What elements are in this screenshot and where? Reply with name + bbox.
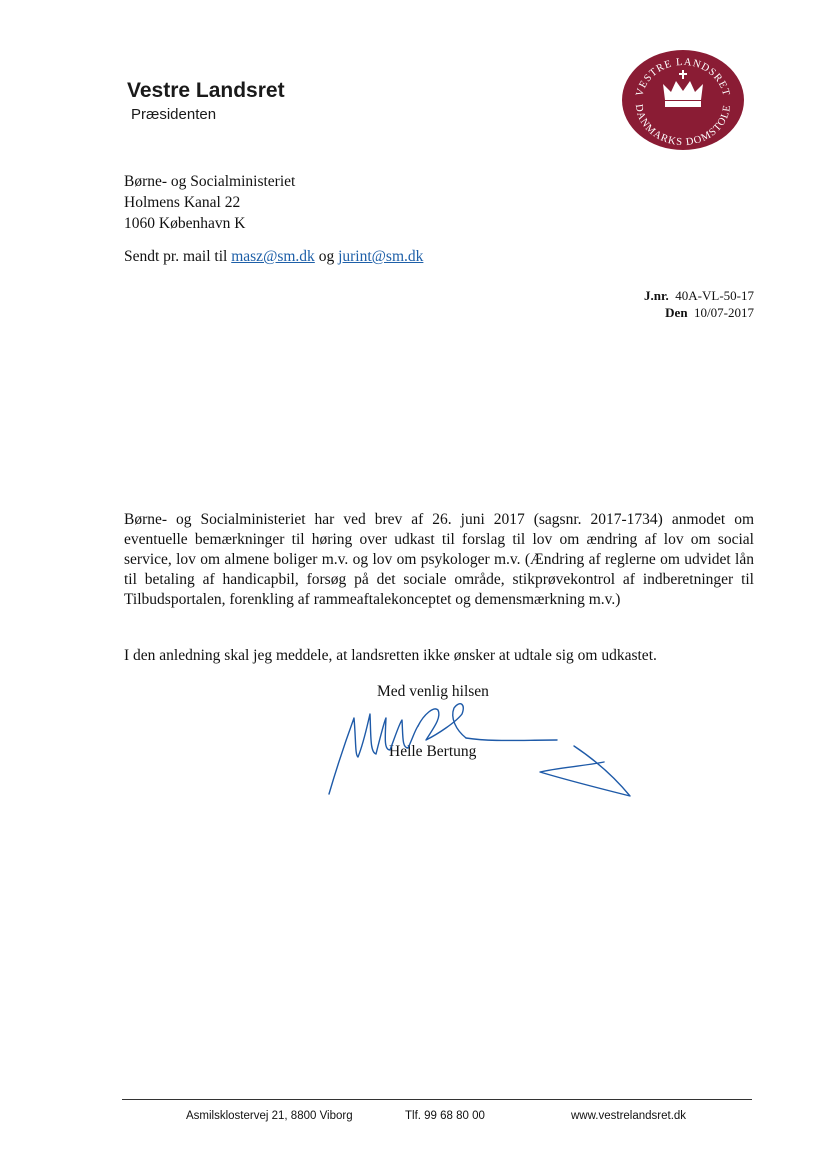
reference-block <box>644 287 754 321</box>
recipient-line: Børne- og Socialministeriet <box>124 173 296 190</box>
seal-text-top: VESTRE LANDSRET <box>634 56 732 98</box>
footer-divider <box>122 1099 752 1100</box>
letter-date <box>644 304 754 321</box>
recipient-line: Holmens Kanal 22 <box>124 194 241 211</box>
sent-line <box>124 248 423 266</box>
sent-connector: og <box>318 248 335 265</box>
journal-number-label: J.nr. <box>643 288 669 303</box>
email-link-1[interactable]: masz@sm.dk <box>231 248 315 265</box>
handwritten-signature <box>322 700 642 800</box>
body-paragraph-2: I den anledning skal jeg meddele, at landsretten ikke ønsker at udtale sig om udkastet. <box>124 647 657 664</box>
court-seal-logo <box>620 48 746 152</box>
footer-address: Asmilsklostervej 21, 8800 Viborg <box>186 1110 353 1122</box>
sender-name: Vestre Landsret <box>127 79 285 102</box>
journal-number <box>644 287 754 304</box>
seal-text-bottom: DANMARKS DOMSTOLE <box>632 103 734 149</box>
footer-website[interactable]: www.vestrelandsret.dk <box>571 1110 687 1122</box>
body-paragraph-1: Børne- og Socialministeriet har ved brev af 26. juni 2017 (sagsnr. 2017-1734) anmodet om eventuelle bemærkninger til høring over udkast til forslag til lov om ændring af lov om social service, lov om almene boliger m.v. og lov om psykologer m.v. (Ændring af reglerne om udvidet lån til betaling af handicapbil, forsøg på det sociale område, stikprøvekontrol af indberetninger til Tilbudsportalen, forenkling af rammeaftalekonceptet og demensmærkning m.v.) <box>124 511 754 608</box>
recipient-line: 1060 København K <box>124 215 246 232</box>
signer-name: Helle Bertung <box>389 743 477 760</box>
journal-number-value: 40A-VL-50-17 <box>675 288 754 303</box>
email-link-2[interactable]: jurint@sm.dk <box>338 248 424 265</box>
sender-role: Præsidenten <box>131 106 217 123</box>
recipient-address <box>124 171 295 234</box>
closing-greeting: Med venlig hilsen <box>377 683 489 700</box>
letter-date-label: Den <box>665 305 688 320</box>
letter-date-value: 10/07-2017 <box>694 305 754 320</box>
footer-phone: Tlf. 99 68 80 00 <box>405 1110 485 1122</box>
sent-prefix: Sendt pr. mail til <box>124 248 228 265</box>
